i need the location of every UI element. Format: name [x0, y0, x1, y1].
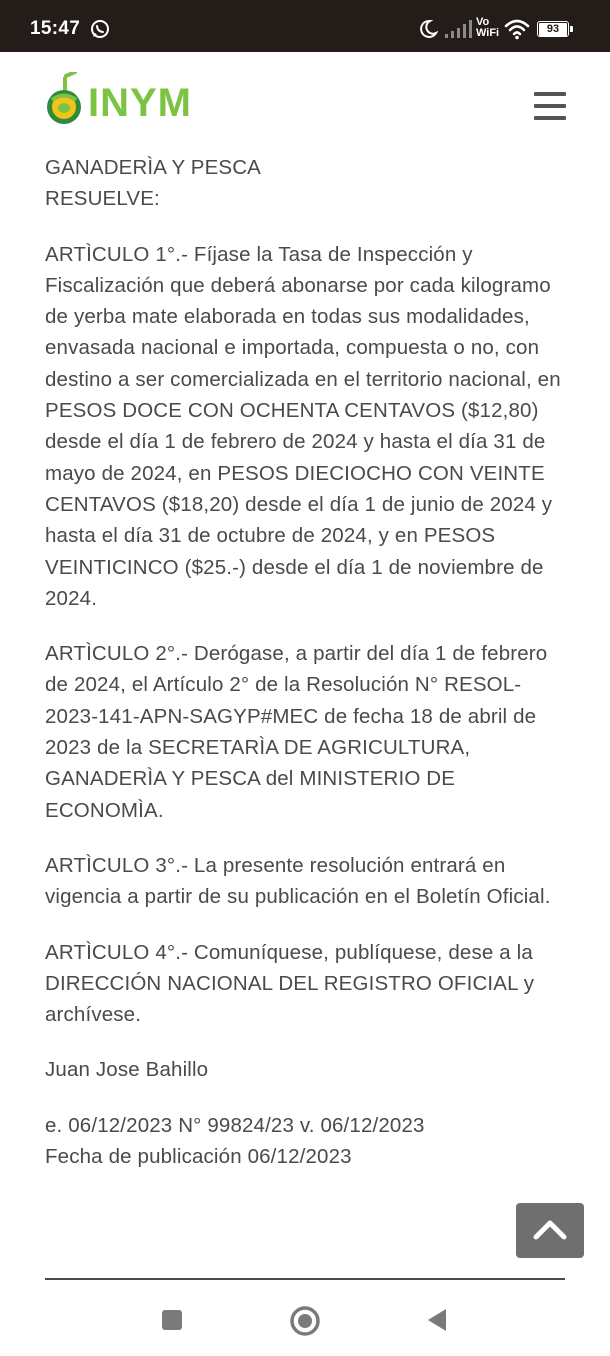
- intro-line: RESUELVE:: [45, 187, 160, 211]
- mate-gourd-icon: [44, 72, 84, 135]
- status-time: 15:47: [30, 18, 81, 39]
- signature: Juan Jose Bahillo: [45, 1058, 209, 1082]
- signal-icon: [444, 20, 472, 43]
- scroll-to-top-button[interactable]: [516, 1203, 584, 1258]
- vowifi-icon: [476, 17, 502, 39]
- site-header: [0, 52, 610, 152]
- nav-back-button[interactable]: [424, 1307, 450, 1333]
- nav-recents-button[interactable]: [160, 1308, 184, 1332]
- resolution-intro: [45, 152, 570, 215]
- battery-level: 93: [546, 23, 560, 35]
- article-body: [45, 152, 570, 1172]
- vowifi-top-label: Vo: [476, 16, 490, 28]
- site-logo[interactable]: [44, 74, 192, 132]
- square-icon: [160, 1308, 184, 1332]
- moon-icon: [418, 19, 438, 44]
- vowifi-bottom-label: WiFi: [476, 27, 500, 39]
- publication-date: Fecha de publicación 06/12/2023: [45, 1145, 352, 1169]
- menu-button[interactable]: [534, 92, 566, 120]
- status-bar: [0, 0, 610, 52]
- intro-line: GANADERÌA Y PESCA: [45, 156, 261, 179]
- articulo-4: ARTÌCULO 4°.- Comuníquese, publíquese, dese a la DIRECCIÓN NACIONAL DEL REGISTRO OFICIAL y archívese.: [45, 940, 535, 1027]
- articulo-2: ARTÌCULO 2°.- Derógase, a partir del día 1 de febrero de 2024, el Artículo 2° de la Resolución N° RESOL-2023-141-APN-SAGYP#MEC de fecha 18 de abril de 2023 de la SECRETARÌA DE AGRICULTURA, GANADERÌA Y PESCA del MINISTERIO DE ECONOMÌA.: [45, 642, 548, 822]
- chevron-up-icon: [516, 1203, 584, 1258]
- system-nav-bar: [0, 1282, 610, 1356]
- footer-divider: [45, 1278, 565, 1280]
- articulo-3: ARTÌCULO 3°.- La presente resolución entrará en vigencia a partir de su publicación en el Boletín Oficial.: [45, 853, 551, 909]
- circle-icon: [289, 1305, 321, 1337]
- triangle-back-icon: [424, 1307, 450, 1333]
- publication-ref: e. 06/12/2023 N° 99824/23 v. 06/12/2023: [45, 1113, 425, 1137]
- articulo-1: ARTÌCULO 1°.- Fíjase la Tasa de Inspección y Fiscalización que deberá abonarse por cada kilogramo de yerba mate elaborada en todas sus modalidades, envasada nacional e importada, compuesta o no, con destino a ser comercializada en el territorio nacional, en PESOS DOCE CON OCHENTA CENTAVOS ($12,80) desde el día 1 de febrero de 2024 y hasta el día 31 de mayo de 2024, en PESOS DIECIOCHO CON VEINTE CENTAVOS ($18,20) desde el día 1 de junio de 2024 y hasta el día 31 de octubre de 2024, y en PESOS VEINTICINCO ($25.-) desde el día 1 de noviembre de 2024.: [45, 242, 561, 610]
- wifi-icon: [504, 18, 530, 45]
- logo-text: INYM: [88, 81, 192, 125]
- whatsapp-icon: [90, 19, 110, 44]
- battery-icon: [537, 21, 573, 37]
- nav-home-button[interactable]: [289, 1305, 321, 1337]
- hamburger-menu-icon: [534, 92, 566, 96]
